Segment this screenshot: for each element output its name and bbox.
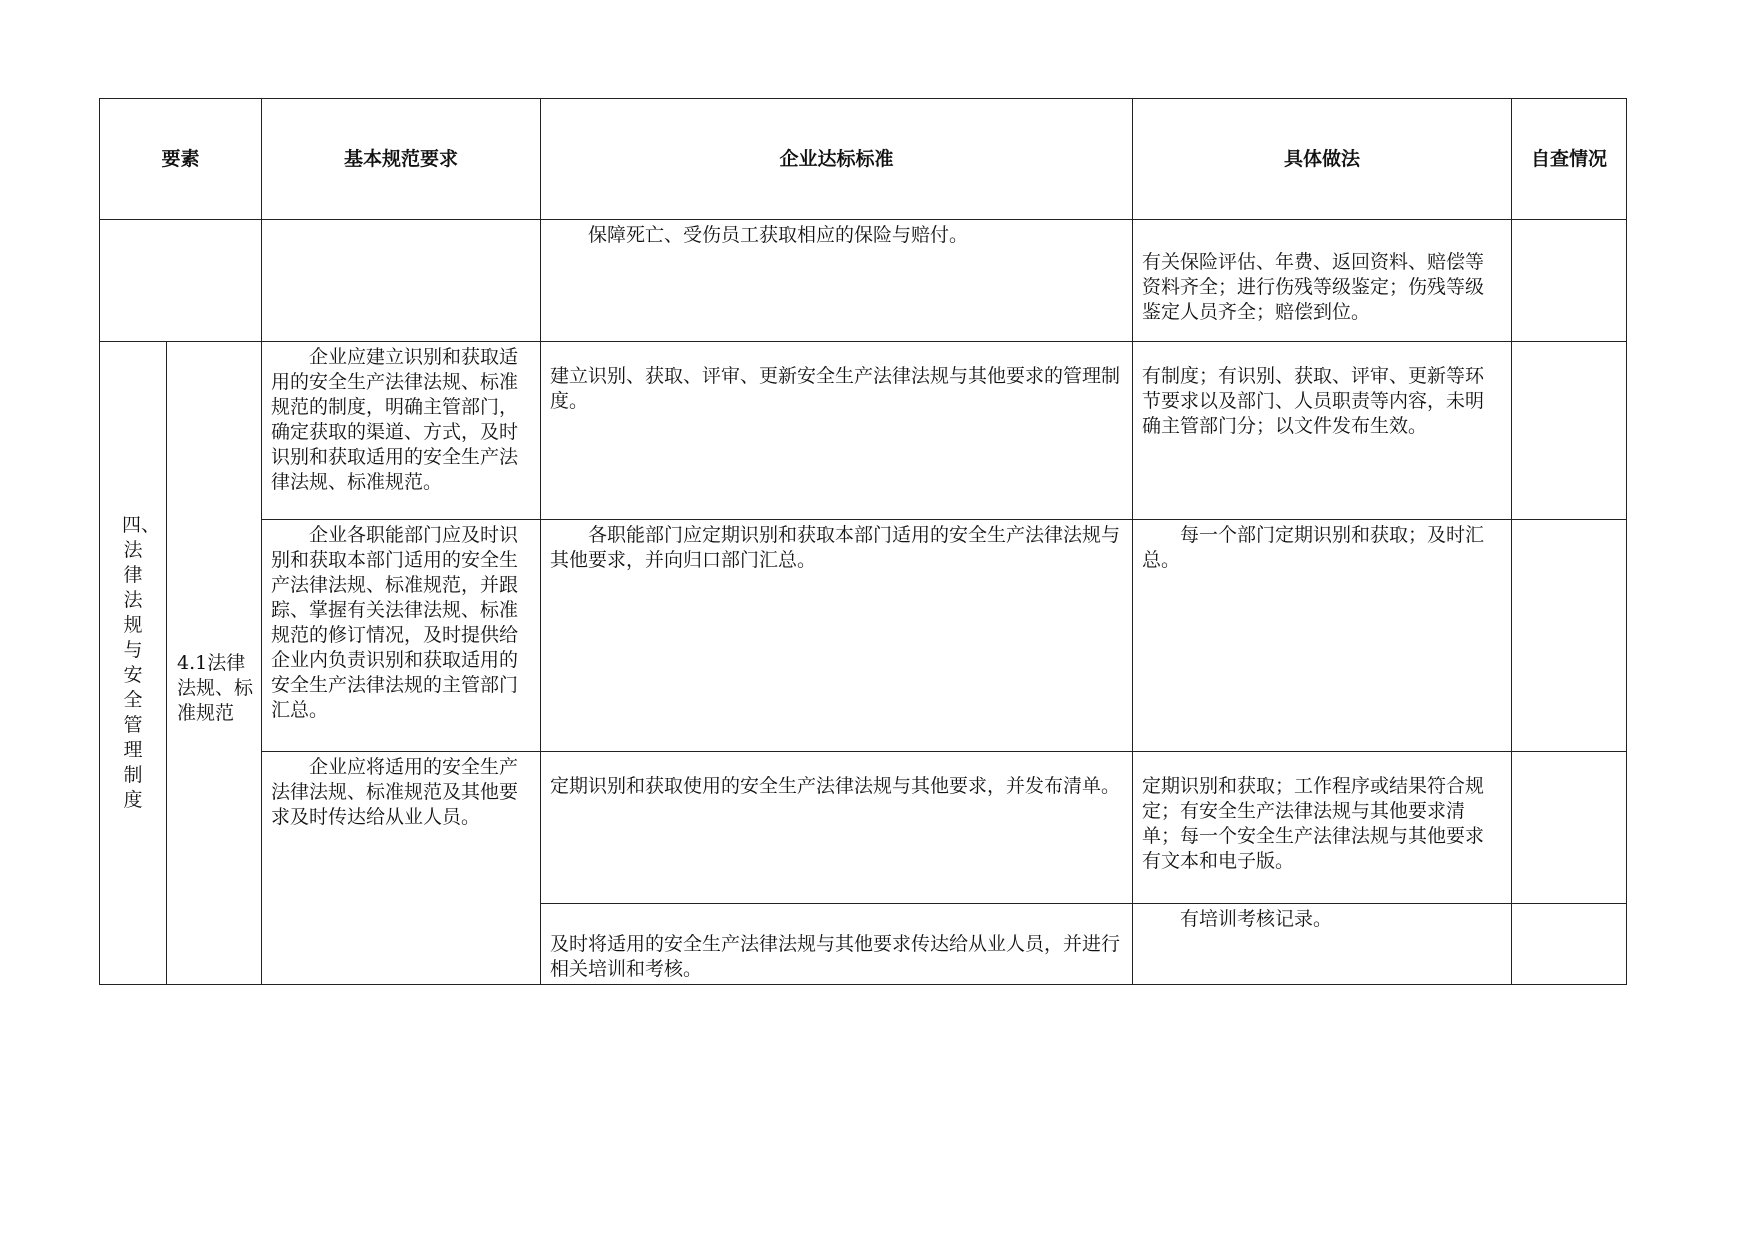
standard-cell: 保障死亡、受伤员工获取相应的保险与赔付。 [541, 220, 1133, 342]
header-specific-practice: 具体做法 [1133, 99, 1512, 220]
standards-table [99, 98, 1627, 985]
practice-cell: 有制度；有识别、获取、评审、更新等环节要求以及部门、人员职责等内容，未明确主管部门分；以文件发布生效。 [1133, 342, 1512, 520]
header-self-check: 自查情况 [1512, 99, 1627, 220]
basic-requirement-cell: 企业应将适用的安全生产法律法规、标准规范及其他要求及时传达给从业人员。 [262, 752, 541, 985]
element-cell-empty [100, 220, 262, 342]
header-element: 要素 [100, 99, 262, 220]
basic-requirement-cell: 企业各职能部门应及时识别和获取本部门适用的安全生产法律法规、标准规范，并跟踪、掌握有关法律法规、标准规范的修订情况，及时提供给企业内负责识别和获取适用的安全生产法律法规的主管部门汇总。 [262, 520, 541, 752]
practice-cell: 有关保险评估、年费、返回资料、赔偿等资料齐全；进行伤残等级鉴定；伤残等级鉴定人员齐全；赔偿到位。 [1133, 220, 1512, 342]
standard-cell: 及时将适用的安全生产法律法规与其他要求传达给从业人员，并进行相关培训和考核。 [541, 904, 1133, 985]
practice-cell: 有培训考核记录。 [1133, 904, 1512, 985]
basic-requirement-cell-empty [262, 220, 541, 342]
practice-cell: 定期识别和获取；工作程序或结果符合规定；有安全生产法律法规与其他要求清单；每一个安全生产法律法规与其他要求有文本和电子版。 [1133, 752, 1512, 904]
table-row [100, 342, 1627, 520]
header-row [100, 99, 1627, 220]
subsection-title: 4.1法律法规、标准规范 [167, 342, 262, 985]
basic-requirement-cell: 企业应建立识别和获取适用的安全生产法律法规、标准规范的制度，明确主管部门，确定获取的渠道、方式，及时识别和获取适用的安全生产法律法规、标准规范。 [262, 342, 541, 520]
table-row [100, 520, 1627, 752]
standard-cell: 定期识别和获取使用的安全生产法律法规与其他要求，并发布清单。 [541, 752, 1133, 904]
header-basic-requirement: 基本规范要求 [262, 99, 541, 220]
self-check-cell[interactable] [1512, 752, 1627, 904]
table-row [100, 220, 1627, 342]
header-enterprise-standard: 企业达标标准 [541, 99, 1133, 220]
practice-cell: 每一个部门定期识别和获取；及时汇总。 [1133, 520, 1512, 752]
self-check-cell[interactable] [1512, 220, 1627, 342]
standard-cell: 建立识别、获取、评审、更新安全生产法律法规与其他要求的管理制度。 [541, 342, 1133, 520]
self-check-cell[interactable] [1512, 342, 1627, 520]
self-check-cell[interactable] [1512, 904, 1627, 985]
table-row [100, 752, 1627, 904]
standard-cell: 各职能部门应定期识别和获取本部门适用的安全生产法律法规与其他要求，并向归口部门汇总。 [541, 520, 1133, 752]
section-title: 四、法律法规与安全管理制度 [100, 342, 167, 985]
self-check-cell[interactable] [1512, 520, 1627, 752]
